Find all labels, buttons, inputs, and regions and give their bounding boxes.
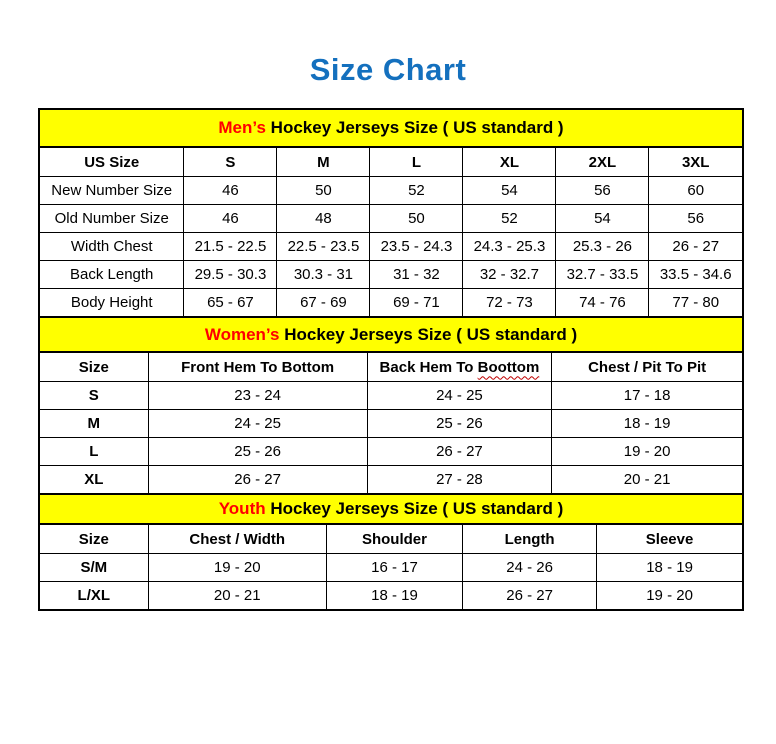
size-value-cell: 27 - 28	[367, 466, 552, 494]
womens-size-table	[40, 353, 742, 493]
table-row	[40, 582, 742, 610]
size-value-cell: 18 - 19	[552, 410, 742, 438]
mens-header-row	[40, 148, 742, 177]
table-row	[40, 261, 742, 289]
size-value-cell: 18 - 19	[597, 554, 742, 582]
column-header: Front Hem To Bottom	[148, 353, 367, 382]
size-value-cell: 30.3 - 31	[277, 261, 370, 289]
row-label: Width Chest	[40, 233, 184, 261]
size-value-cell: 21.5 - 22.5	[184, 233, 277, 261]
mens-section-header	[40, 110, 742, 148]
size-value-cell: 50	[277, 177, 370, 205]
size-value-cell: 31 - 32	[370, 261, 463, 289]
size-value-cell: 52	[370, 177, 463, 205]
size-value-cell: 32 - 32.7	[463, 261, 556, 289]
table-row	[40, 289, 742, 317]
size-value-cell: 46	[184, 177, 277, 205]
youth-table-body	[40, 554, 742, 610]
size-value-cell: 48	[277, 205, 370, 233]
column-header: XL	[463, 148, 556, 177]
table-row	[40, 438, 742, 466]
column-header: 2XL	[556, 148, 649, 177]
youth-header-row	[40, 525, 742, 554]
womens-table-body	[40, 382, 742, 494]
size-value-cell: 16 - 17	[326, 554, 462, 582]
column-header: Back Hem To Boottom	[367, 353, 552, 382]
size-value-cell: 20 - 21	[552, 466, 742, 494]
size-chart	[38, 108, 744, 611]
size-value-cell: 50	[370, 205, 463, 233]
column-header: Size	[40, 525, 148, 554]
row-label: Body Height	[40, 289, 184, 317]
row-label: M	[40, 410, 148, 438]
table-row	[40, 177, 742, 205]
size-value-cell: 29.5 - 30.3	[184, 261, 277, 289]
size-value-cell: 26 - 27	[148, 466, 367, 494]
size-value-cell: 65 - 67	[184, 289, 277, 317]
table-row	[40, 554, 742, 582]
page-title: Size Chart	[309, 52, 467, 87]
row-label: S	[40, 382, 148, 410]
womens-highlight: Women’s	[204, 324, 280, 344]
row-label: S/M	[40, 554, 148, 582]
size-value-cell: 26 - 27	[649, 233, 742, 261]
column-header: Chest / Width	[148, 525, 326, 554]
size-value-cell: 25 - 26	[367, 410, 552, 438]
row-label: New Number Size	[40, 177, 184, 205]
table-row	[40, 410, 742, 438]
column-header: Sleeve	[597, 525, 742, 554]
size-value-cell: 74 - 76	[556, 289, 649, 317]
size-value-cell: 22.5 - 23.5	[277, 233, 370, 261]
row-label: XL	[40, 466, 148, 494]
womens-section-header	[40, 316, 742, 353]
womens-header-row	[40, 353, 742, 382]
size-value-cell: 24 - 26	[463, 554, 597, 582]
size-value-cell: 46	[184, 205, 277, 233]
row-label: Old Number Size	[40, 205, 184, 233]
youth-section-header	[40, 493, 742, 525]
size-value-cell: 77 - 80	[649, 289, 742, 317]
size-value-cell: 24 - 25	[148, 410, 367, 438]
size-value-cell: 25 - 26	[148, 438, 367, 466]
size-value-cell: 18 - 19	[326, 582, 462, 610]
column-header: 3XL	[649, 148, 742, 177]
misspelled-word: Boottom	[477, 358, 540, 376]
column-header: US Size	[40, 148, 184, 177]
youth-header-text: Hockey Jerseys Size ( US standard )	[265, 499, 564, 518]
size-value-cell: 24 - 25	[367, 382, 552, 410]
table-row	[40, 466, 742, 494]
table-row	[40, 205, 742, 233]
column-header: M	[277, 148, 370, 177]
size-value-cell: 19 - 20	[597, 582, 742, 610]
row-label: L	[40, 438, 148, 466]
size-value-cell: 67 - 69	[277, 289, 370, 317]
column-header: Chest / Pit To Pit	[552, 353, 742, 382]
size-value-cell: 33.5 - 34.6	[649, 261, 742, 289]
mens-size-table	[40, 148, 742, 316]
womens-header-text: Hockey Jerseys Size ( US standard )	[279, 324, 578, 344]
size-value-cell: 52	[463, 205, 556, 233]
size-value-cell: 26 - 27	[367, 438, 552, 466]
size-value-cell: 56	[556, 177, 649, 205]
size-value-cell: 20 - 21	[148, 582, 326, 610]
row-label: Back Length	[40, 261, 184, 289]
column-header: Length	[463, 525, 597, 554]
column-header: Shoulder	[326, 525, 462, 554]
size-value-cell: 19 - 20	[552, 438, 742, 466]
column-header: L	[370, 148, 463, 177]
size-value-cell: 24.3 - 25.3	[463, 233, 556, 261]
size-value-cell: 56	[649, 205, 742, 233]
table-row	[40, 382, 742, 410]
size-value-cell: 32.7 - 33.5	[556, 261, 649, 289]
mens-header-text: Hockey Jerseys Size ( US standard )	[265, 118, 564, 137]
size-value-cell: 17 - 18	[552, 382, 742, 410]
mens-table-body	[40, 177, 742, 317]
size-value-cell: 19 - 20	[148, 554, 326, 582]
row-label: L/XL	[40, 582, 148, 610]
size-value-cell: 54	[556, 205, 649, 233]
size-value-cell: 60	[649, 177, 742, 205]
size-value-cell: 72 - 73	[463, 289, 556, 317]
table-row	[40, 233, 742, 261]
youth-highlight: Youth	[218, 499, 266, 518]
size-value-cell: 26 - 27	[463, 582, 597, 610]
column-header: Size	[40, 353, 148, 382]
size-value-cell: 69 - 71	[370, 289, 463, 317]
column-header: S	[184, 148, 277, 177]
size-value-cell: 25.3 - 26	[556, 233, 649, 261]
mens-highlight: Men’s	[218, 118, 266, 137]
youth-size-table	[40, 525, 742, 609]
size-value-cell: 23.5 - 24.3	[370, 233, 463, 261]
size-value-cell: 54	[463, 177, 556, 205]
size-value-cell: 23 - 24	[148, 382, 367, 410]
